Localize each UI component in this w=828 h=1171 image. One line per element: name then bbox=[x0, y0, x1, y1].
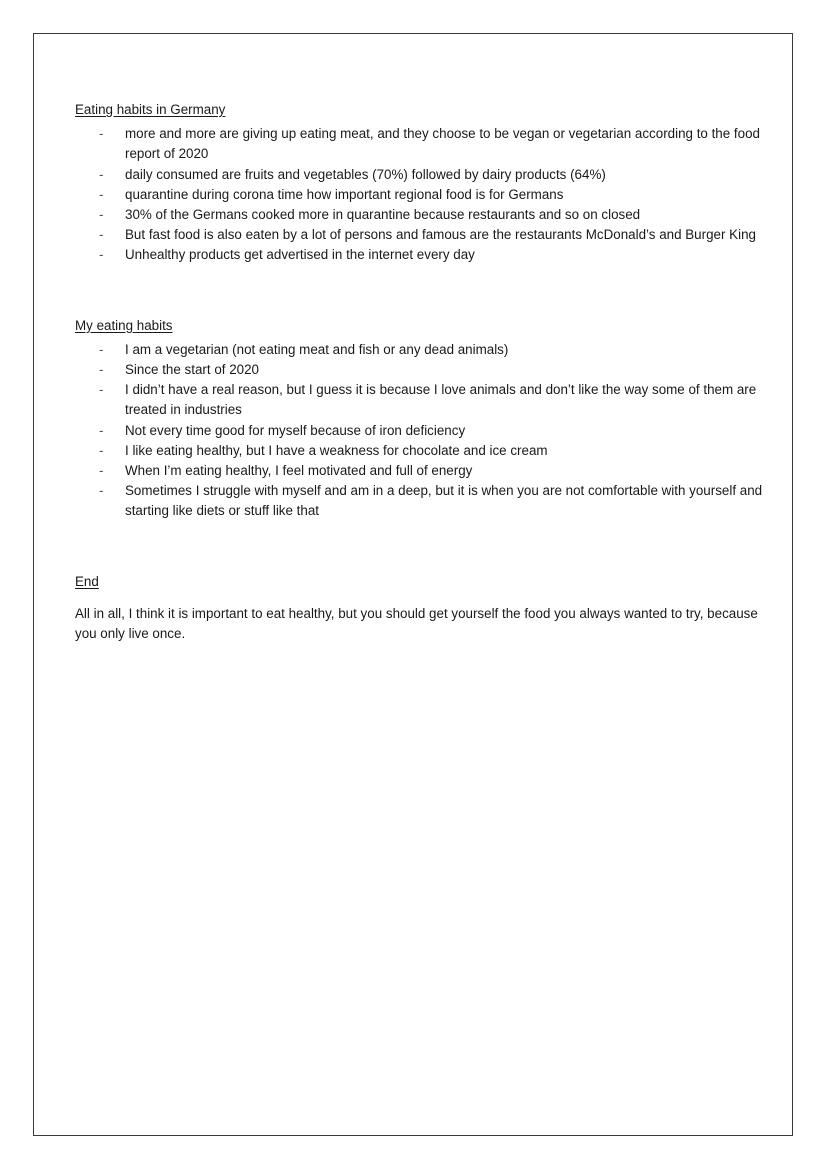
section-heading-end: End bbox=[75, 573, 99, 589]
bullet-dash: - bbox=[99, 126, 104, 142]
bullet-dash: - bbox=[99, 463, 104, 479]
list-item: - quarantine during corona time how important regional food is for Germans bbox=[75, 185, 765, 205]
list-item: - But fast food is also eaten by a lot of persons and famous are the restaurants McDonald’s and Burger King bbox=[75, 225, 765, 245]
list-item: - I didn’t have a real reason, but I guess it is because I love animals and don’t like the way some of them are treated in industries bbox=[99, 382, 757, 418]
list-item: - 30% of the Germans cooked more in quarantine because restaurants and so on closed bbox=[75, 205, 765, 225]
document-body bbox=[75, 100, 765, 644]
germany-list bbox=[75, 124, 765, 265]
bullet-dash: - bbox=[99, 442, 104, 458]
bullet-dash: - bbox=[99, 247, 104, 263]
bullet-dash: - bbox=[99, 341, 104, 357]
bullet-dash: - bbox=[99, 483, 104, 499]
end-paragraph: All in all, I think it is important to eat healthy, but you should get yourself the food you always wanted to try, because you only live once. bbox=[75, 605, 758, 642]
list-item: - Unhealthy products get advertised in the internet every day bbox=[75, 245, 765, 265]
bullet-dash: - bbox=[99, 382, 104, 398]
list-item: - I am a vegetarian (not eating meat and fish or any dead animals) bbox=[75, 340, 765, 360]
bullet-dash: - bbox=[99, 362, 104, 378]
list-item: - Not every time good for myself because of iron deficiency bbox=[75, 421, 765, 441]
list-item: - more and more are giving up eating meat, and they choose to be vegan or vegetarian according to the food report of 2020 bbox=[99, 126, 760, 162]
bullet-dash: - bbox=[99, 207, 104, 223]
bullet-dash: - bbox=[99, 166, 104, 182]
list-item: - Sometimes I struggle with myself and am in a deep, but it is when you are not comfortable with yourself and starting like diets or stuff like that bbox=[99, 483, 763, 519]
list-item: - Since the start of 2020 bbox=[75, 360, 765, 380]
list-item: - daily consumed are fruits and vegetables (70%) followed by dairy products (64%) bbox=[75, 165, 765, 185]
bullet-dash: - bbox=[99, 227, 104, 243]
list-item: - I like eating healthy, but I have a weakness for chocolate and ice cream bbox=[75, 441, 765, 461]
section-heading-my-habits: My eating habits bbox=[75, 317, 173, 333]
spacer bbox=[75, 522, 765, 572]
bullet-dash: - bbox=[99, 186, 104, 202]
bullet-dash: - bbox=[99, 422, 104, 438]
my-habits-list bbox=[75, 340, 765, 522]
list-item: - When I’m eating healthy, I feel motivated and full of energy bbox=[75, 461, 765, 481]
section-heading-germany: Eating habits in Germany bbox=[75, 102, 226, 117]
spacer bbox=[75, 266, 765, 316]
